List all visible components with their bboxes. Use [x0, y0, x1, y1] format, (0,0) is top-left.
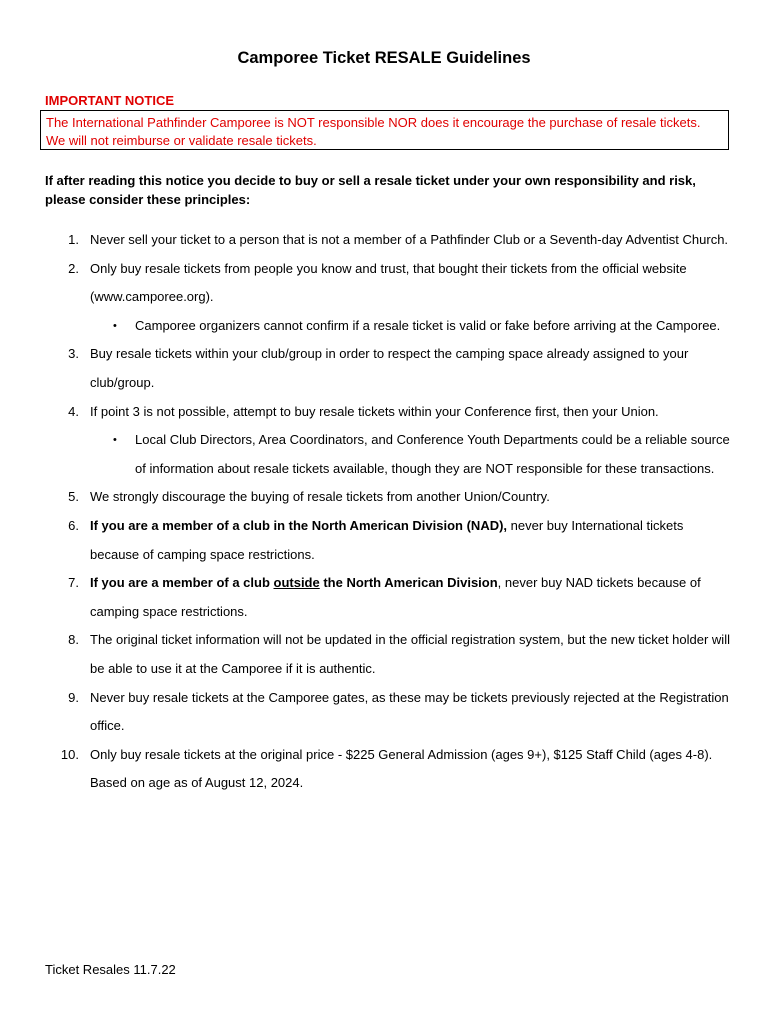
list-item-2 [0, 255, 730, 312]
list-item-text: Only buy resale tickets from people you know and trust, that bought their tickets from the official website (www.camporee.org). [90, 260, 687, 305]
list-item-text: Never buy resale tickets at the Camporee gates, as these may be tickets previously rejected at the Registration office. [90, 689, 729, 734]
list-item-7 [0, 569, 730, 626]
list-item-text: Never sell your ticket to a person that is not a member of a Pathfinder Club or a Seventh-day Adventist Church. [90, 232, 729, 247]
list-number: 10. [60, 746, 79, 762]
bullet-icon: • [113, 434, 117, 447]
bullet-text: Camporee organizers cannot confirm if a resale ticket is valid or fake before arriving at the Camporee. [135, 317, 721, 333]
list-number: 1. [68, 232, 79, 247]
sub-bullet-1 [0, 312, 730, 341]
list-item-8 [0, 626, 730, 683]
list-item-10 [0, 741, 730, 798]
list-item-text: The original ticket information will not be updated in the official registration system, but the new ticket holder will be able to use it at the Camporee if it is authentic. [90, 632, 730, 676]
list-number: 7. [68, 575, 79, 591]
list-item-6 [0, 512, 730, 569]
list-item-text: If point 3 is not possible, attempt to buy resale tickets within your Conference first, then your Union. [90, 403, 659, 419]
page-title: Camporee Ticket RESALE Guidelines [237, 49, 531, 67]
sub-bullet-2 [0, 426, 730, 483]
list-item-text: We strongly discourage the buying of resale tickets from another Union/Country. [90, 489, 550, 505]
list-item-text: Only buy resale tickets at the original price - $225 General Admission (ages 9+), $125 Staff Child (ages 4-8). Based on age as of August 12, 2024. [90, 746, 713, 791]
list-number: 9. [68, 689, 79, 705]
list-item-text: never buy International tickets because of camping space restrictions. [90, 517, 684, 562]
bullet-icon: • [113, 319, 117, 332]
list-number: 3. [68, 346, 79, 362]
list-item-1 [0, 226, 730, 255]
list-item-3 [0, 340, 730, 397]
list-item-9 [0, 684, 730, 741]
page-footer: Ticket Resales 11.7.22 [45, 962, 176, 977]
list-item-text: , never buy NAD tickets because of camping space restrictions. [90, 575, 701, 619]
list-number: 5. [68, 489, 79, 505]
intro-paragraph: If after reading this notice you decide to buy or sell a resale ticket under your own responsibility and risk, please consider these principles: [45, 173, 696, 207]
list-item-4 [0, 398, 730, 427]
list-number: 8. [68, 632, 79, 648]
bullet-text: Local Club Directors, Area Coordinators, and Conference Youth Departments could be a reliable source of information about resale tickets available, though they are NOT responsible for these transactions. [135, 432, 730, 476]
notice-box [40, 110, 729, 150]
list-item-text: Buy resale tickets within your club/group in order to respect the camping space already assigned to your club/group. [90, 346, 689, 390]
list-number: 4. [68, 403, 79, 419]
notice-text: The International Pathfinder Camporee is NOT responsible NOR does it encourage the purchase of resale tickets. We will not reimburse or validate resale tickets. [46, 115, 701, 148]
list-number: 2. [68, 260, 79, 276]
notice-label: IMPORTANT NOTICE [45, 93, 175, 108]
list-item-bold-text: If you are a member of a club [90, 575, 274, 591]
guidelines-list [0, 226, 768, 798]
list-item-bold-text: the North American Division [319, 575, 498, 591]
underlined-word: outside [273, 575, 320, 591]
list-item-bold-text: If you are a member of a club in the North American Division (NAD), [90, 517, 508, 533]
list-item-5 [0, 483, 730, 512]
list-number: 6. [68, 517, 79, 533]
